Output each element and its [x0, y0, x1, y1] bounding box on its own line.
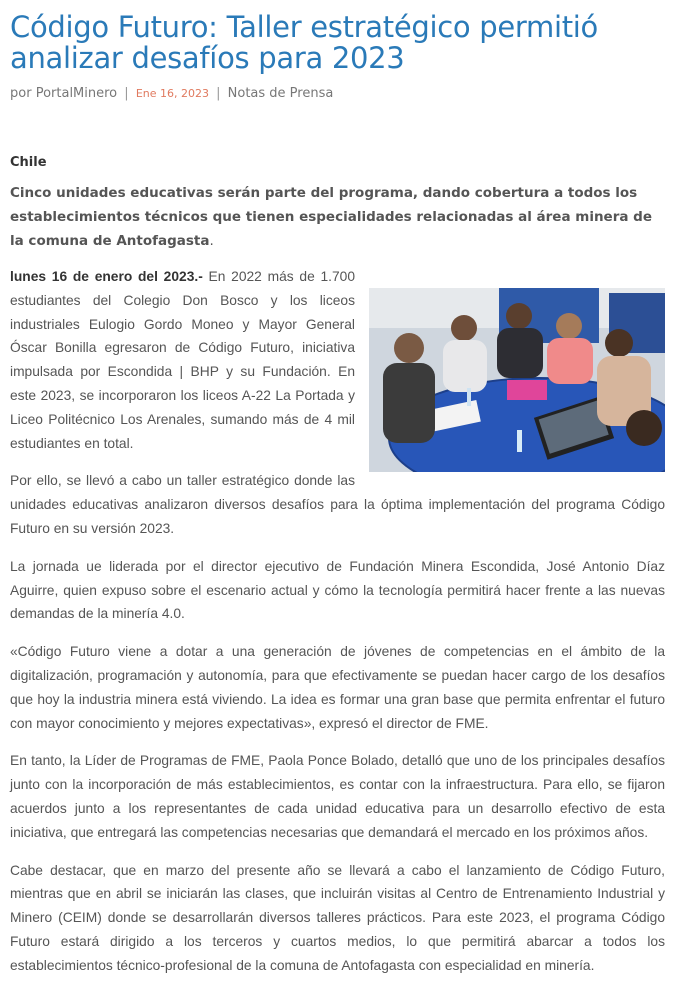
paragraph-1-date: lunes 16 de enero del 2023.- — [10, 269, 203, 284]
article-lead — [10, 181, 665, 253]
paragraph-5: En tanto, la Líder de Programas de FME, Paola Ponce Bolado, detalló que uno de los principales desafíos junto con la incorporación de más establecimientos, es contar con la infraestructura. Para ello, se fijaron acuerdos junto a los representantes de cada unidad educativa para un desarrollo efectivo de esta iniciativa, que entregará las competencias necesarias que demandará el mercado en los próximos años. — [10, 753, 665, 840]
paragraph-2: Por ello, se llevó a cabo un taller estratégico donde las unidades educativas analizaron diversos desafíos para la óptima implementación del programa Código Futuro en su versión 2023. — [10, 473, 665, 536]
lead-text: Cinco unidades educativas serán parte del programa, dando cobertura a todos los establecimientos técnicos que tienen especialidades relacionadas al área minera de la comuna de Antofagasta — [10, 185, 653, 249]
lead-end: . — [209, 233, 214, 249]
paragraph-3: La jornada ue liderada por el director ejecutivo de Fundación Minera Escondida, José Antonio Díaz Aguirre, quien expuso sobre el escenario actual y cómo la tecnología permitirá hacer frente a las nuevas demandas de la minería 4.0. — [10, 558, 665, 622]
author-link[interactable]: PortalMinero — [35, 86, 118, 101]
article-photo — [369, 288, 665, 472]
meta-separator: | — [216, 86, 221, 101]
paragraph-6: Cabe destacar, que en marzo del presente año se llevará a cabo el lanzamiento de Código Futuro, mientras que en abril se iniciarán las clases, que incluirán visitas al Centro de Entrenamiento Industrial y Minero (CEIM) donde se desarrollarán diversos talleres prácticos. Para este 2023, el programa Código Futuro estará dirigido a los terceros y cuartos medios, lo que permitirá abarcar a todos los establecimientos técnico-profesional de la comuna de Antofagasta con especialidad en minería. — [10, 862, 665, 973]
workshop-photo-illustration — [369, 288, 665, 472]
publish-date: Ene 16, 2023 — [135, 87, 209, 100]
paragraph-1-text: En 2022 más de 1.700 estudiantes del Colegio Don Bosco y los liceos industriales Eulogio Gordo Moneo y Mayor General Óscar Bonilla egresaron de Código Futuro, iniciativa impulsada por Escondida | BHP y su Fundación. En este 2023, se incorporaron los liceos A-22 La Portada y Liceo Politécnico Los Arenales, sumando más de 4 mil estudiantes en total. — [10, 269, 356, 451]
article-body — [10, 265, 665, 992]
article-title: Código Futuro: Taller estratégico permitió analizar desafíos para 2023 — [10, 10, 598, 75]
article-meta — [10, 86, 333, 101]
paragraph-4: «Código Futuro viene a dotar a una generación de jóvenes de competencias en el ámbito de la digitalización, programación y autonomía, para que efectivamente se puedan hacer cargo de los desafíos que hoy la industria minera está viviendo. La idea es formar una gran base que permita enfrentar el futuro con mayor conocimiento y mejores expectativas», expresó el director de FME. — [10, 644, 665, 731]
meta-by: por — [10, 86, 32, 101]
category-link[interactable]: Notas de Prensa — [227, 86, 334, 101]
meta-separator: | — [124, 86, 129, 101]
dateline: Chile — [10, 155, 47, 170]
